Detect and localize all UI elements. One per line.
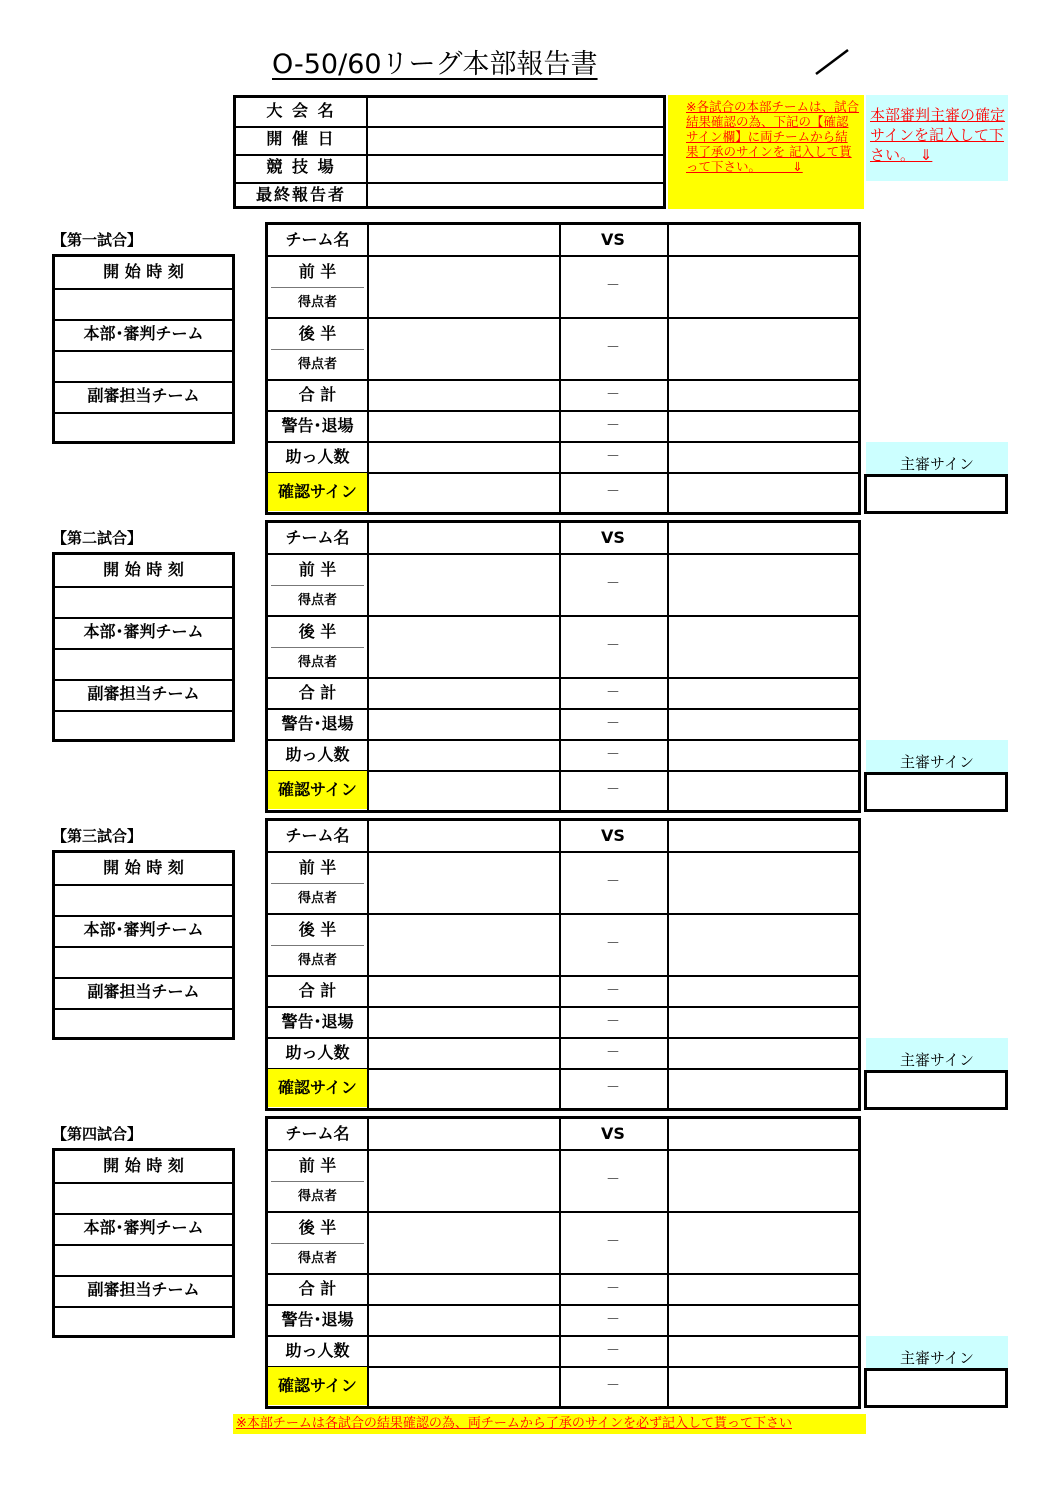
away-score-input[interactable]	[668, 256, 858, 317]
info-input-row[interactable]	[55, 288, 232, 321]
score-dash: －	[606, 638, 620, 654]
away-value-input[interactable]	[668, 709, 858, 739]
away-score-input[interactable]	[668, 1212, 858, 1273]
away-score-input[interactable]	[668, 318, 858, 379]
match-label: 【第四試合】	[52, 1125, 143, 1143]
col-divider	[367, 523, 369, 810]
score-table	[265, 818, 861, 1111]
info-label-row: 本部･審判チーム	[55, 319, 232, 352]
header-label: 開 催 日	[236, 126, 368, 154]
away-value-input[interactable]	[668, 1274, 858, 1304]
away-value-input[interactable]	[668, 771, 858, 809]
score-dash: －	[606, 685, 620, 701]
home-value-input[interactable]	[368, 709, 558, 739]
home-value-input[interactable]	[368, 1069, 558, 1107]
half-label: 後 半	[298, 1218, 337, 1237]
col-divider	[559, 523, 561, 810]
home-value-input[interactable]	[368, 1305, 558, 1335]
confirm-sign-label: 確認サイン	[268, 771, 367, 809]
info-label-row: 本部･審判チーム	[55, 1213, 232, 1246]
match-info-table	[52, 254, 235, 444]
home-value-input[interactable]	[368, 678, 558, 708]
vs-label: VS	[601, 528, 625, 547]
info-input-row[interactable]	[55, 1182, 232, 1215]
scorer-label: 得点者	[297, 1251, 337, 1266]
home-value-input[interactable]	[368, 1007, 558, 1037]
row-label: チーム名	[285, 230, 350, 249]
scorer-label: 得点者	[297, 953, 337, 968]
away-score-input[interactable]	[668, 914, 858, 975]
chief-sign-box[interactable]	[864, 474, 1008, 514]
home-team-input[interactable]	[368, 225, 558, 255]
info-label-row: 副審担当チーム	[55, 679, 232, 712]
home-value-input[interactable]	[368, 1336, 558, 1366]
home-score-input[interactable]	[368, 1212, 558, 1273]
score-dash: －	[606, 1234, 620, 1250]
slash-mark	[812, 48, 852, 76]
info-label-row: 開 始 時 刻	[55, 257, 232, 290]
away-value-input[interactable]	[668, 1007, 858, 1037]
home-score-input[interactable]	[368, 554, 558, 615]
header-label: 最終報告者	[236, 182, 368, 206]
match-label: 【第三試合】	[52, 827, 143, 845]
home-score-input[interactable]	[368, 852, 558, 913]
row-label: 合 計	[298, 683, 337, 702]
info-label-row: 開 始 時 刻	[55, 1151, 232, 1184]
score-table	[265, 222, 861, 515]
chief-sign-label: 主審サイン	[866, 442, 1008, 474]
confirm-sign-label: 確認サイン	[268, 473, 367, 511]
away-value-input[interactable]	[668, 1336, 858, 1366]
home-value-input[interactable]	[368, 1038, 558, 1068]
info-input-row[interactable]	[55, 710, 232, 739]
away-value-input[interactable]	[668, 1069, 858, 1107]
chief-sign-box[interactable]	[864, 772, 1008, 812]
header-table	[233, 95, 666, 209]
score-dash: －	[606, 1172, 620, 1188]
away-score-input[interactable]	[668, 554, 858, 615]
col-divider	[559, 1119, 561, 1406]
note-chief-referee: 本部審判主審の確定サインを記入して下さい。 ⇓	[866, 95, 1008, 181]
row-label: 助っ人数	[285, 447, 350, 466]
confirm-sign-label: 確認サイン	[268, 1367, 367, 1405]
col-divider	[559, 225, 561, 512]
info-input-row[interactable]	[55, 648, 232, 681]
home-value-input[interactable]	[368, 411, 558, 441]
header-row-venue	[236, 154, 663, 184]
col-divider	[367, 225, 369, 512]
score-dash: －	[606, 484, 620, 500]
vs-label: VS	[601, 826, 625, 845]
score-dash: －	[606, 418, 620, 434]
score-dash: －	[606, 747, 620, 763]
home-value-input[interactable]	[368, 740, 558, 770]
info-label-row: 本部･審判チーム	[55, 617, 232, 650]
info-input-row[interactable]	[55, 1244, 232, 1277]
half-label: 前 半	[298, 1156, 337, 1175]
away-value-input[interactable]	[668, 442, 858, 472]
col-divider	[559, 821, 561, 1108]
info-input-row[interactable]	[55, 884, 232, 917]
chief-sign-box[interactable]	[864, 1070, 1008, 1110]
row-label: 合 計	[298, 385, 337, 404]
half-label: 前 半	[298, 858, 337, 877]
info-input-row[interactable]	[55, 1306, 232, 1335]
confirm-sign-label: 確認サイン	[268, 1069, 367, 1107]
col-divider	[367, 821, 369, 1108]
home-value-input[interactable]	[368, 771, 558, 809]
score-dash: －	[606, 874, 620, 890]
scorer-label: 得点者	[297, 295, 337, 310]
info-input-row[interactable]	[55, 412, 232, 441]
away-team-input[interactable]	[668, 821, 858, 851]
half-label: 後 半	[298, 920, 337, 939]
row-label: 助っ人数	[285, 1341, 350, 1360]
home-value-input[interactable]	[368, 473, 558, 511]
away-value-input[interactable]	[668, 473, 858, 511]
chief-sign-label: 主審サイン	[866, 740, 1008, 772]
date-slash	[812, 48, 852, 76]
half-label: 後 半	[298, 324, 337, 343]
info-input-row[interactable]	[55, 350, 232, 383]
row-label: チーム名	[285, 528, 350, 547]
away-value-input[interactable]	[668, 678, 858, 708]
row-label: 警告･退場	[281, 1012, 354, 1031]
away-value-input[interactable]	[668, 411, 858, 441]
away-team-input[interactable]	[668, 225, 858, 255]
chief-sign-label: 主審サイン	[866, 1336, 1008, 1368]
home-value-input[interactable]	[368, 976, 558, 1006]
score-dash: －	[606, 716, 620, 732]
row-label: チーム名	[285, 1124, 350, 1143]
col-divider	[667, 225, 669, 512]
header-row-date	[236, 126, 663, 156]
score-dash: －	[606, 1378, 620, 1394]
half-label: 前 半	[298, 262, 337, 281]
col-divider	[667, 523, 669, 810]
home-team-input[interactable]	[368, 1119, 558, 1149]
home-score-input[interactable]	[368, 318, 558, 379]
info-input-row[interactable]	[55, 586, 232, 619]
row-label: 警告･退場	[281, 714, 354, 733]
away-team-input[interactable]	[668, 523, 858, 553]
chief-sign-box[interactable]	[864, 1368, 1008, 1408]
row-label: 助っ人数	[285, 1043, 350, 1062]
row-label: チーム名	[285, 826, 350, 845]
score-dash: －	[606, 1281, 620, 1297]
info-input-row[interactable]	[55, 946, 232, 979]
score-dash: －	[606, 340, 620, 356]
score-dash: －	[606, 387, 620, 403]
info-input-row[interactable]	[55, 1008, 232, 1037]
score-table	[265, 520, 861, 813]
score-dash: －	[606, 936, 620, 952]
away-value-input[interactable]	[668, 1038, 858, 1068]
row-label: 助っ人数	[285, 745, 350, 764]
away-score-input[interactable]	[668, 1150, 858, 1211]
header-row-reporter	[236, 182, 663, 206]
row-label: 警告･退場	[281, 1310, 354, 1329]
page-title: O-50/60リーグ本部報告書	[272, 49, 598, 80]
score-dash: －	[606, 449, 620, 465]
home-team-input[interactable]	[368, 523, 558, 553]
row-label: 合 計	[298, 1279, 337, 1298]
home-value-input[interactable]	[368, 1367, 558, 1405]
info-label-row: 副審担当チーム	[55, 977, 232, 1010]
header-row-tournament	[236, 98, 663, 128]
away-value-input[interactable]	[668, 740, 858, 770]
score-dash: －	[606, 1312, 620, 1328]
footer-note: ※本部チームは各試合の結果確認の為、両チームから了承のサインを必ず記入して貰って下さい	[233, 1414, 866, 1434]
home-score-input[interactable]	[368, 256, 558, 317]
score-dash: －	[606, 1045, 620, 1061]
half-label: 後 半	[298, 622, 337, 641]
away-value-input[interactable]	[668, 1305, 858, 1335]
away-score-input[interactable]	[668, 852, 858, 913]
row-label: 警告･退場	[281, 416, 354, 435]
match-info-table	[52, 552, 235, 742]
score-dash: －	[606, 983, 620, 999]
chief-sign-label: 主審サイン	[866, 1038, 1008, 1070]
home-score-input[interactable]	[368, 1150, 558, 1211]
row-label: 合 計	[298, 981, 337, 1000]
col-divider	[367, 1119, 369, 1406]
scorer-label: 得点者	[297, 891, 337, 906]
header-label: 競 技 場	[236, 154, 368, 182]
info-label-row: 副審担当チーム	[55, 381, 232, 414]
away-team-input[interactable]	[668, 1119, 858, 1149]
info-label-row: 開 始 時 刻	[55, 555, 232, 588]
half-label: 前 半	[298, 560, 337, 579]
info-label-row: 副審担当チーム	[55, 1275, 232, 1308]
away-value-input[interactable]	[668, 1367, 858, 1405]
match-label: 【第一試合】	[52, 231, 143, 249]
note-home-team: ※各試合の本部チームは、試合結果確認の為、下記の【確認サイン欄】に両チームから結果了承のサインを 記入して貰って下さい。 ⇓	[668, 95, 864, 209]
match-info-table	[52, 850, 235, 1040]
scorer-label: 得点者	[297, 593, 337, 608]
away-value-input[interactable]	[668, 380, 858, 410]
score-table	[265, 1116, 861, 1409]
score-dash: －	[606, 278, 620, 294]
info-label-row: 開 始 時 刻	[55, 853, 232, 886]
score-dash: －	[606, 1014, 620, 1030]
score-dash: －	[606, 1080, 620, 1096]
scorer-label: 得点者	[297, 1189, 337, 1204]
away-value-input[interactable]	[668, 976, 858, 1006]
home-score-input[interactable]	[368, 616, 558, 677]
col-divider	[667, 1119, 669, 1406]
away-score-input[interactable]	[668, 616, 858, 677]
home-score-input[interactable]	[368, 914, 558, 975]
score-dash: －	[606, 576, 620, 592]
home-value-input[interactable]	[368, 442, 558, 472]
vs-label: VS	[601, 230, 625, 249]
header-label: 大 会 名	[236, 98, 368, 126]
info-label-row: 本部･審判チーム	[55, 915, 232, 948]
score-dash: －	[606, 782, 620, 798]
col-divider	[667, 821, 669, 1108]
scorer-label: 得点者	[297, 357, 337, 372]
match-label: 【第二試合】	[52, 529, 143, 547]
scorer-label: 得点者	[297, 655, 337, 670]
score-dash: －	[606, 1343, 620, 1359]
home-value-input[interactable]	[368, 380, 558, 410]
home-team-input[interactable]	[368, 821, 558, 851]
match-info-table	[52, 1148, 235, 1338]
home-value-input[interactable]	[368, 1274, 558, 1304]
vs-label: VS	[601, 1124, 625, 1143]
